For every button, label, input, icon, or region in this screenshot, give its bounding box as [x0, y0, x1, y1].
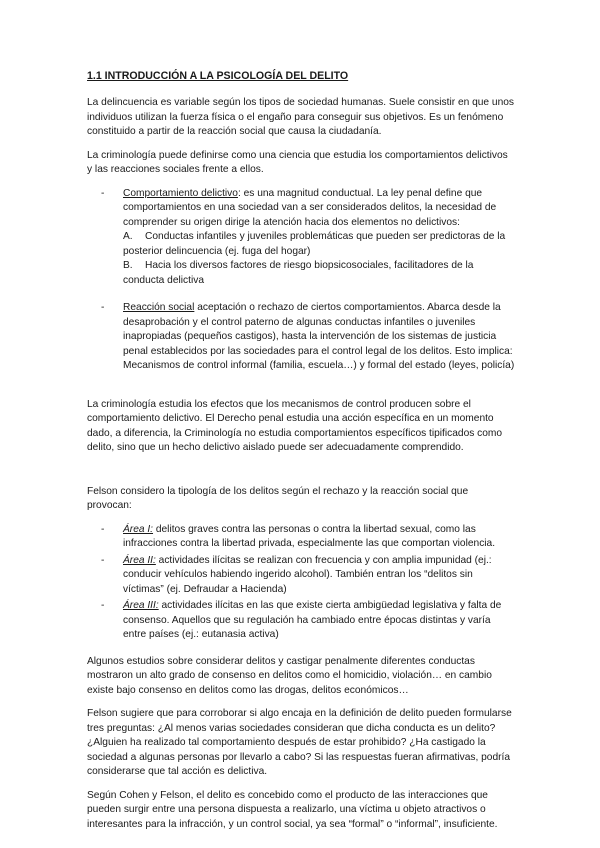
paragraph-cohen-felson: Según Cohen y Felson, el delito es concebido como el producto de las interacciones que pueden surgir entre una persona dispuesta a realizarlo, una víctima u objeto atractivos o interesantes para la infracción, y un control social, ya sea “formal” o “informal”, insuficiente.	[87, 789, 498, 830]
term-area-2: Área II:	[123, 554, 156, 566]
list-areas	[87, 523, 515, 643]
spacer	[87, 386, 515, 398]
paragraph-delincuencia: La delincuencia es variable según los tipos de sociedad humanas. Suele consistir en que unos individuos utilizan la fuerza física o el engaño para conseguir sus objetivos. Es un fenómeno constituido a partir de la reacción social que causa la ciudadanía.	[87, 97, 515, 137]
sub-text-b: Hacia los diversos factores de riesgo biopsicosociales, facilitadores de la conducta delictiva	[123, 260, 474, 286]
sub-letter-a: A.	[123, 231, 133, 242]
list-dash: -	[101, 600, 105, 611]
list-dash: -	[101, 523, 105, 535]
paragraph-felson-preguntas: Felson sugiere que para corroborar si algo encaja en la definición de delito pueden formularse tres preguntas: ¿Al menos varias sociedades consideran que dicha conducta es un delito? ¿Alguien ha realizado tal comportamiento después de estar prohibido? ¿Ha castigado la sociedad a algunas personas por llevarlo a cabo? Si las respuestas fueran afirmativas, podría considerarse que tal acción es delictiva.	[87, 708, 512, 777]
list-item-area-1	[87, 523, 515, 552]
spacer	[87, 465, 515, 485]
list-item-reaccion	[87, 301, 515, 374]
list-item-comportamiento	[87, 187, 515, 289]
section-title: 1.1 INTRODUCCIÓN A LA PSICOLOGÍA DEL DELITO	[87, 70, 349, 82]
list-item-area-3	[87, 599, 515, 643]
paragraph-felson-tipologia: Felson considero la tipología de los delitos según el rechazo y la reacción social que provocan:	[87, 485, 469, 511]
list-elementos	[87, 187, 515, 374]
text-area-2: actividades ilícitas se realizan con frecuencia y con amplia impunidad (ej.: conducir vehículos habiendo ingerido alcohol). También entran los “delitos sin víctimas” (ej. Defraudar a Hacienda)	[123, 554, 492, 595]
paragraph-criminologia-definicion: La criminología puede definirse como una ciencia que estudia los comportamientos delictivos y las reacciones sociales frente a ellos.	[87, 149, 508, 175]
text-area-3: actividades ilícitas en las que existe cierta ambigüedad legislativa y falta de consenso. Aquellos que su regulación ha cambiado entre épocas distintas y varía entre países (ej.: eutanasia activa)	[123, 600, 502, 640]
term-area-1: Área I:	[123, 523, 154, 535]
sub-text-a: Conductas infantiles y juveniles problemáticas que pueden ser predictoras de la posterior delincuencia (ej. fuga del hogar)	[123, 231, 506, 257]
text-reaccion-social: aceptación o rechazo de ciertos comportamientos. Abarca desde la desaprobación y el control paterno de algunas conductas infantiles o juveniles inapropiadas (pequeños castigos), hasta la intervención de los sistemas de justicia penal establecidos por las sociedades para el control legal de los delitos. Esto implica: Mecanismos de control informal (familia, escuela…) y formal del estado (leyes, policía)	[123, 302, 515, 371]
list-item-area-2	[87, 554, 515, 598]
paragraph-efectos-control: La criminología estudia los efectos que los mecanismos de control producen sobre el comportamiento delictivo. El Derecho penal estudia una acción específica en un momento dado, a diferencia, la Criminología no estudia comportamientos específicos tipificados como delito, sino que un hecho delictivo aislado puede ser adecuadamente comprendido.	[87, 398, 503, 453]
list-dash: -	[101, 187, 105, 199]
document-body	[87, 69, 515, 841]
sub-item-b	[123, 259, 515, 288]
term-comportamiento-delictivo: Comportamiento delictivo	[123, 187, 238, 199]
sub-item-a	[123, 230, 515, 259]
sub-letter-b: B.	[123, 260, 133, 271]
paragraph-estudios-consenso: Algunos estudios sobre considerar delitos y castigar penalmente diferentes conductas mostraron un alto grado de consenso en delitos como el homicidio, violación… en cambio existe bajo consenso en delitos como las drogas, delitos económicos…	[87, 655, 492, 696]
term-reaccion-social: Reacción social	[123, 302, 195, 313]
text-comportamiento-delictivo: : es una magnitud conductual. La ley penal define que comportamientos en una sociedad van a ser considerados delitos, la necesidad de comprender su origen dirige la atención hacia dos elementos no delictivos:	[123, 187, 497, 228]
text-area-1: delitos graves contra las personas o contra la libertad sexual, como las infracciones contra la libertad privada, especialmente las que comportan violencia.	[123, 523, 496, 549]
list-dash: -	[101, 302, 105, 313]
list-dash: -	[101, 554, 105, 566]
term-area-3: Área III:	[123, 600, 159, 611]
